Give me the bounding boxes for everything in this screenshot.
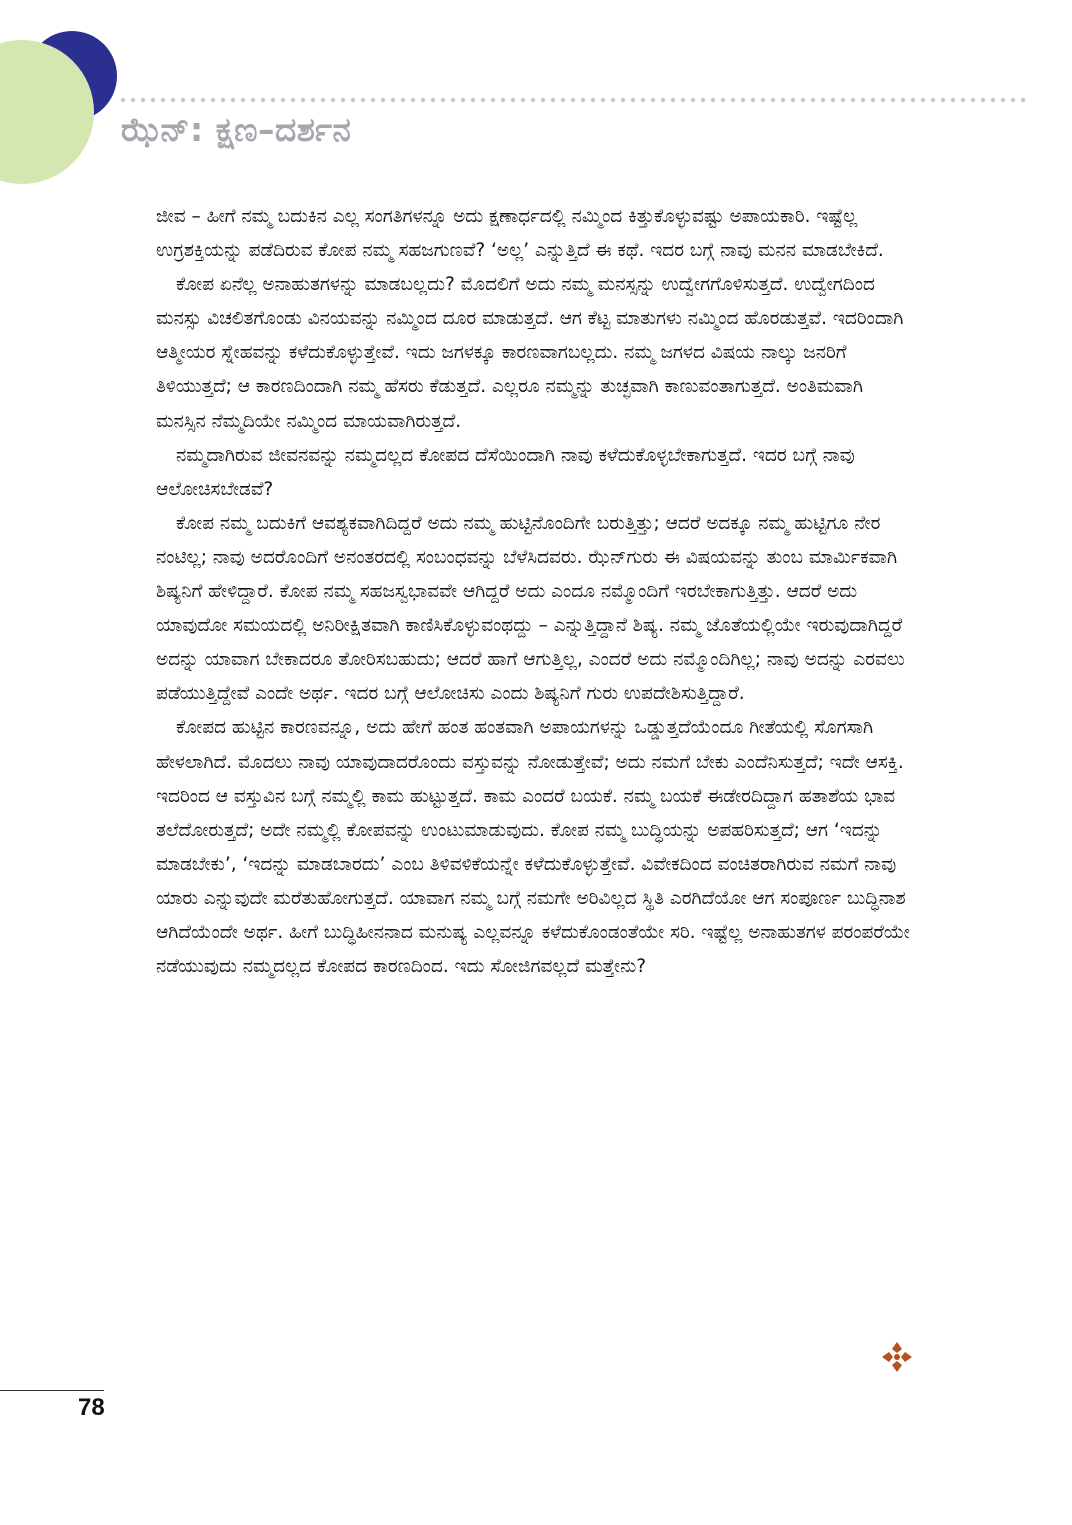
paragraph: ಜೀವ – ಹೀಗೆ ನಮ್ಮ ಬದುಕಿನ ಎಲ್ಲ ಸಂಗತಿಗಳನ್ನೂ ಅದು ಕ್ಷಣಾರ್ಧದಲ್ಲಿ ನಮ್ಮಿಂದ ಕಿತ್ತುಕೊಳ್ಳುವಷ್ಟು ಅಪಾಯಕಾರಿ. ಇಷ್ಟೆಲ್ಲ ಉಗ್ರಶಕ್ತಿಯನ್ನು ಪಡೆದಿರುವ ಕೋಪ ನಮ್ಮ ಸಹಜಗುಣವೆ? ‘ಅಲ್ಲ’ ಎನ್ನುತ್ತಿದೆ ಈ ಕಥೆ. ಇದರ ಬಗ್ಗೆ ನಾವು ಮನನ ಮಾಡಬೇಕಿದೆ. — [156, 206, 884, 262]
chapter-header-title: ಝೆನ್‌: ಕ್ಷಣ–ದರ್ಶನ — [121, 110, 352, 149]
article-body — [156, 200, 916, 984]
paragraph: ಕೋಪ ಏನೆಲ್ಲ ಅನಾಹುತಗಳನ್ನು ಮಾಡಬಲ್ಲದು? ಮೊದಲಿಗೆ ಅದು ನಮ್ಮ ಮನಸ್ಸನ್ನು ಉದ್ವೇಗಗೊಳಿಸುತ್ತದೆ. ಉದ್ವೇಗದಿಂದ ಮನಸ್ಸು ವಿಚಲಿತಗೊಂಡು ವಿನಯವನ್ನು ನಮ್ಮಿಂದ ದೂರ ಮಾಡುತ್ತದೆ. ಆಗ ಕೆಟ್ಟ ಮಾತುಗಳು ನಮ್ಮಿಂದ ಹೊರಡುತ್ತವೆ. ಇದರಿಂದಾಗಿ ಆತ್ಮೀಯರ ಸ್ನೇಹವನ್ನು ಕಳೆದುಕೊಳ್ಳುತ್ತೇವೆ. ಇದು ಜಗಳಕ್ಕೂ ಕಾರಣವಾಗಬಲ್ಲದು. ನಮ್ಮ ಜಗಳದ ವಿಷಯ ನಾಲ್ಕು ಜನರಿಗೆ ತಿಳಿಯುತ್ತದೆ; ಆ ಕಾರಣದಿಂದಾಗಿ ನಮ್ಮ ಹೆಸರು ಕೆಡುತ್ತದೆ. ಎಲ್ಲರೂ ನಮ್ಮನ್ನು ತುಚ್ಛವಾಗಿ ಕಾಣುವಂತಾಗುತ್ತದೆ. ಅಂತಿಮವಾಗಿ ಮನಸ್ಸಿನ ನೆಮ್ಮದಿಯೇ ನಮ್ಮಿಂದ ಮಾಯವಾಗಿರುತ್ತದೆ. — [156, 274, 904, 432]
header-decoration — [0, 0, 130, 190]
page-number: 78 — [78, 1394, 105, 1421]
dotted-rule — [118, 97, 1030, 103]
paragraph: ಕೋಪದ ಹುಟ್ಟಿನ ಕಾರಣವನ್ನೂ, ಅದು ಹೇಗೆ ಹಂತ ಹಂತವಾಗಿ ಅಪಾಯಗಳನ್ನು ಒಡ್ಡುತ್ತದೆಯೆಂದೂ ಗೀತೆಯಲ್ಲಿ ಸೊಗಸಾಗಿ ಹೇಳಲಾಗಿದೆ. ಮೊದಲು ನಾವು ಯಾವುದಾದರೊಂದು ವಸ್ತುವನ್ನು ನೋಡುತ್ತೇವೆ; ಅದು ನಮಗೆ ಬೇಕು ಎಂದೆನಿಸುತ್ತದೆ; ಇದೇ ಆಸಕ್ತಿ. ಇದರಿಂದ ಆ ವಸ್ತುವಿನ ಬಗ್ಗೆ ನಮ್ಮಲ್ಲಿ ಕಾಮ ಹುಟ್ಟುತ್ತದೆ. ಕಾಮ ಎಂದರೆ ಬಯಕೆ. ನಮ್ಮ ಬಯಕೆ ಈಡೇರದಿದ್ದಾಗ ಹತಾಶೆಯ ಭಾವ ತಲೆದೋರುತ್ತದೆ; ಅದೇ ನಮ್ಮಲ್ಲಿ ಕೋಪವನ್ನು ಉಂಟುಮಾಡುವುದು. ಕೋಪ ನಮ್ಮ ಬುದ್ಧಿಯನ್ನು ಅಪಹರಿಸುತ್ತದೆ; ಆಗ ‘ಇದನ್ನು ಮಾಡಬೇಕು’, ‘ಇದನ್ನು ಮಾಡಬಾರದು’ ಎಂಬ ತಿಳಿವಳಿಕೆಯನ್ನೇ ಕಳೆದುಕೊಳ್ಳುತ್ತೇವೆ. ವಿವೇಕದಿಂದ ವಂಚಿತರಾಗಿರುವ ನಮಗೆ ನಾವು ಯಾರು ಎನ್ನುವುದೇ ಮರೆತುಹೋಗುತ್ತದೆ. ಯಾವಾಗ ನಮ್ಮ ಬಗ್ಗೆ ನಮಗೇ ಅರಿವಿಲ್ಲದ ಸ್ಥಿತಿ ಎರಗಿದೆಯೋ ಆಗ ಸಂಪೂರ್ಣ ಬುದ್ಧಿನಾಶ ಆಗಿದೆಯೆಂದೇ ಅರ್ಥ. ಹೀಗೆ ಬುದ್ಧಿಹೀನನಾದ ಮನುಷ್ಯ ಎಲ್ಲವನ್ನೂ ಕಳೆದುಕೊಂಡಂತೆಯೇ ಸರಿ. ಇಷ್ಟೆಲ್ಲ ಅನಾಹುತಗಳ ಪರಂಪರೆಯೇ ನಡೆಯುವುದು ನಮ್ಮದಲ್ಲದ ಕೋಪದ ಕಾರಣದಿಂದ. ಇದು ಸೋಜಿಗವಲ್ಲದೆ ಮತ್ತೇನು? — [156, 717, 910, 978]
paragraph: ನಮ್ಮದಾಗಿರುವ ಜೀವನವನ್ನು ನಮ್ಮದಲ್ಲದ ಕೋಪದ ದೆಸೆಯಿಂದಾಗಿ ನಾವು ಕಳೆದುಕೊಳ್ಳಬೇಕಾಗುತ್ತದೆ. ಇದರ ಬಗ್ಗೆ ನಾವು ಆಲೋಚಿಸಬೇಡವೆ? — [156, 444, 855, 500]
four-petal-ornament-icon — [880, 1340, 914, 1374]
paragraph: ಕೋಪ ನಮ್ಮ ಬದುಕಿಗೆ ಆವಶ್ಯಕವಾಗಿದಿದ್ದರೆ ಅದು ನಮ್ಮ ಹುಟ್ಟಿನೊಂದಿಗೇ ಬರುತ್ತಿತ್ತು; ಆದರೆ ಅದಕ್ಕೂ ನಮ್ಮ ಹುಟ್ಟಿಗೂ ನೇರ ನಂಟಿಲ್ಲ; ನಾವು ಅದರೊಂದಿಗೆ ಅನಂತರದಲ್ಲಿ ಸಂಬಂಧವನ್ನು ಬೆಳೆಸಿದವರು. ಝೆನ್‌ಗುರು ಈ ವಿಷಯವನ್ನು ತುಂಬ ಮಾರ್ಮಿಕವಾಗಿ ಶಿಷ್ಯನಿಗೆ ಹೇಳಿದ್ದಾರೆ. ಕೋಪ ನಮ್ಮ ಸಹಜಸ್ವಭಾವವೇ ಆಗಿದ್ದರೆ ಅದು ಎಂದೂ ನಮ್ಮೊಂದಿಗೆ ಇರಬೇಕಾಗುತ್ತಿತ್ತು. ಆದರೆ ಅದು ಯಾವುದೋ ಸಮಯದಲ್ಲಿ ಅನಿರೀಕ್ಷಿತವಾಗಿ ಕಾಣಿಸಿಕೊಳ್ಳುವಂಥದ್ದು – ಎನ್ನುತ್ತಿದ್ದಾನೆ ಶಿಷ್ಯ. ನಮ್ಮ ಜೊತೆಯಲ್ಲಿಯೇ ಇರುವುದಾಗಿದ್ದರೆ ಅದನ್ನು ಯಾವಾಗ ಬೇಕಾದರೂ ತೋರಿಸಬಹುದು; ಆದರೆ ಹಾಗೆ ಆಗುತ್ತಿಲ್ಲ, ಎಂದರೆ ಅದು ನಮ್ಮೊಂದಿಗಿಲ್ಲ; ನಾವು ಅದನ್ನು ಎರವಲು ಪಡೆಯುತ್ತಿದ್ದೇವೆ ಎಂದೇ ಅರ್ಥ. ಇದರ ಬಗ್ಗೆ ಆಲೋಚಿಸು ಎಂದು ಶಿಷ್ಯನಿಗೆ ಗುರು ಉಪದೇಶಿಸುತ್ತಿದ್ದಾರೆ. — [156, 512, 905, 705]
page-number-rule — [0, 1390, 104, 1391]
